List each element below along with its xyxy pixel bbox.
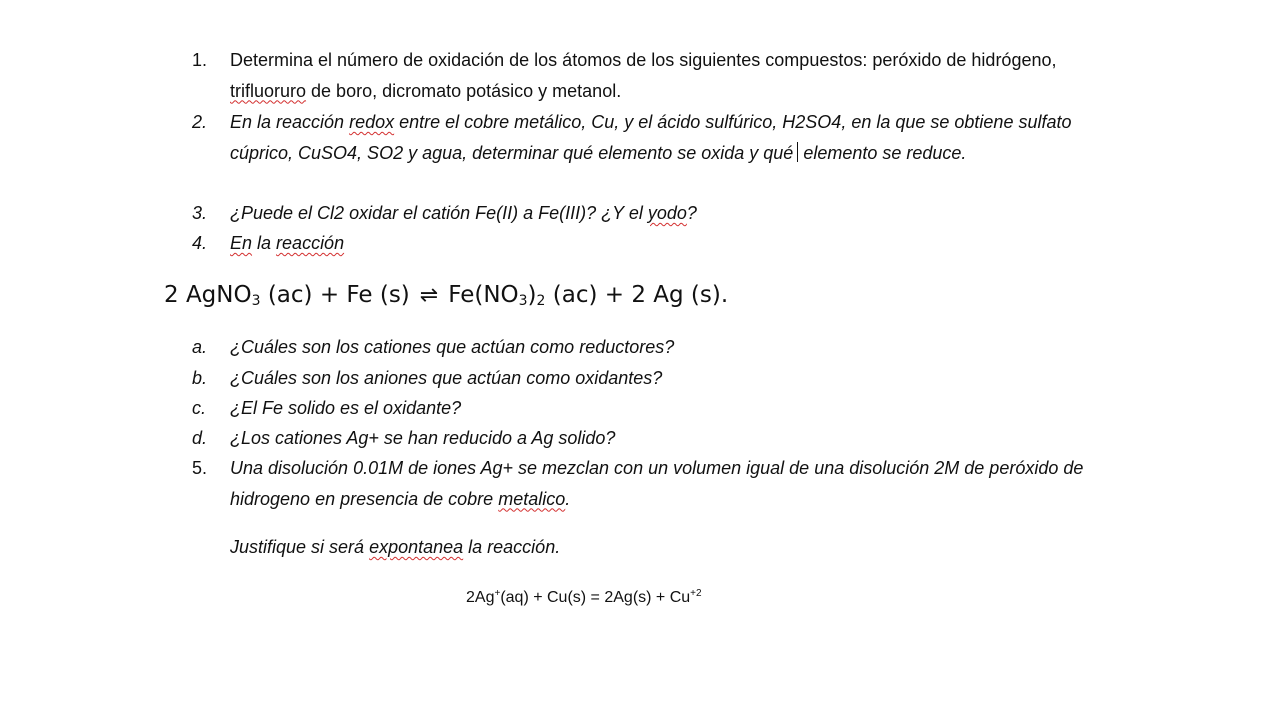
- question-text: ¿Puede el Cl2 oxidar el catión Fe(II) a Fe(III)? ¿Y el yodo?: [230, 203, 697, 223]
- spelling-flag[interactable]: metalico: [498, 488, 566, 509]
- question-number: 2.: [192, 112, 208, 132]
- question-number: 3.: [192, 203, 208, 223]
- subquestion-text: ¿Cuáles son los cationes que actúan como reductores?: [230, 337, 675, 357]
- justify-instruction: Justifique si será expontanea la reacción.: [230, 537, 561, 557]
- subquestion-text: ¿Cuáles son los aniones que actúan como oxidantes?: [230, 368, 663, 388]
- question-number: 5.: [192, 458, 208, 478]
- spelling-flag[interactable]: reacción: [276, 233, 345, 253]
- reaction-equation: 2 AgNO$_3$ (ac) + Fe (s) ⇌ $Fe(NO_3)_2$ (ac) + 2 Ag (s).: [164, 282, 729, 309]
- subquestion-letter: d.: [192, 428, 208, 448]
- spelling-flag[interactable]: redox: [349, 112, 395, 132]
- question-text: En la reacción redox entre el cobre metálico, Cu, y el ácido sulfúrico, H2SO4, en la que se obtiene sulfato cúprico, CuSO4, SO2 y agua, determinar qué elemento se oxida y qué elemento se reduce.: [230, 112, 1072, 163]
- subquestion-text: ¿Los cationes Ag+ se han reducido a Ag solido?: [230, 428, 616, 448]
- question-text: Una disolución 0.01M de iones Ag+ se mezclan con un volumen igual de una disolución 2M de peróxido de hidrogeno en presencia de cobre metalico.: [230, 458, 1084, 509]
- subquestion-letter: b.: [192, 368, 208, 388]
- question-text: En la reacción: [230, 233, 345, 253]
- spelling-flag[interactable]: expontanea: [369, 537, 464, 557]
- reaction-equation-2: $2Ag^+(aq) + Cu(s) = 2Ag(s) + Cu^{+2}$: [466, 588, 702, 606]
- subquestion-letter: a.: [192, 337, 208, 357]
- spelling-flag[interactable]: En: [230, 233, 253, 253]
- equilibrium-arrow-icon: ⇌: [419, 283, 439, 308]
- subquestion-text: ¿El Fe solido es el oxidante?: [230, 398, 462, 418]
- question-text: Determina el número de oxidación de los átomos de los siguientes compuestos: peróxido de hidrógeno, trifluoruro de boro, dicromato potásico y metanol.: [230, 50, 1057, 101]
- question-number: 4.: [192, 233, 208, 253]
- question-number: 1.: [192, 50, 208, 70]
- spelling-flag[interactable]: yodo: [647, 203, 687, 223]
- spelling-flag[interactable]: trifluoruro: [230, 80, 307, 101]
- subquestion-letter: c.: [192, 398, 207, 418]
